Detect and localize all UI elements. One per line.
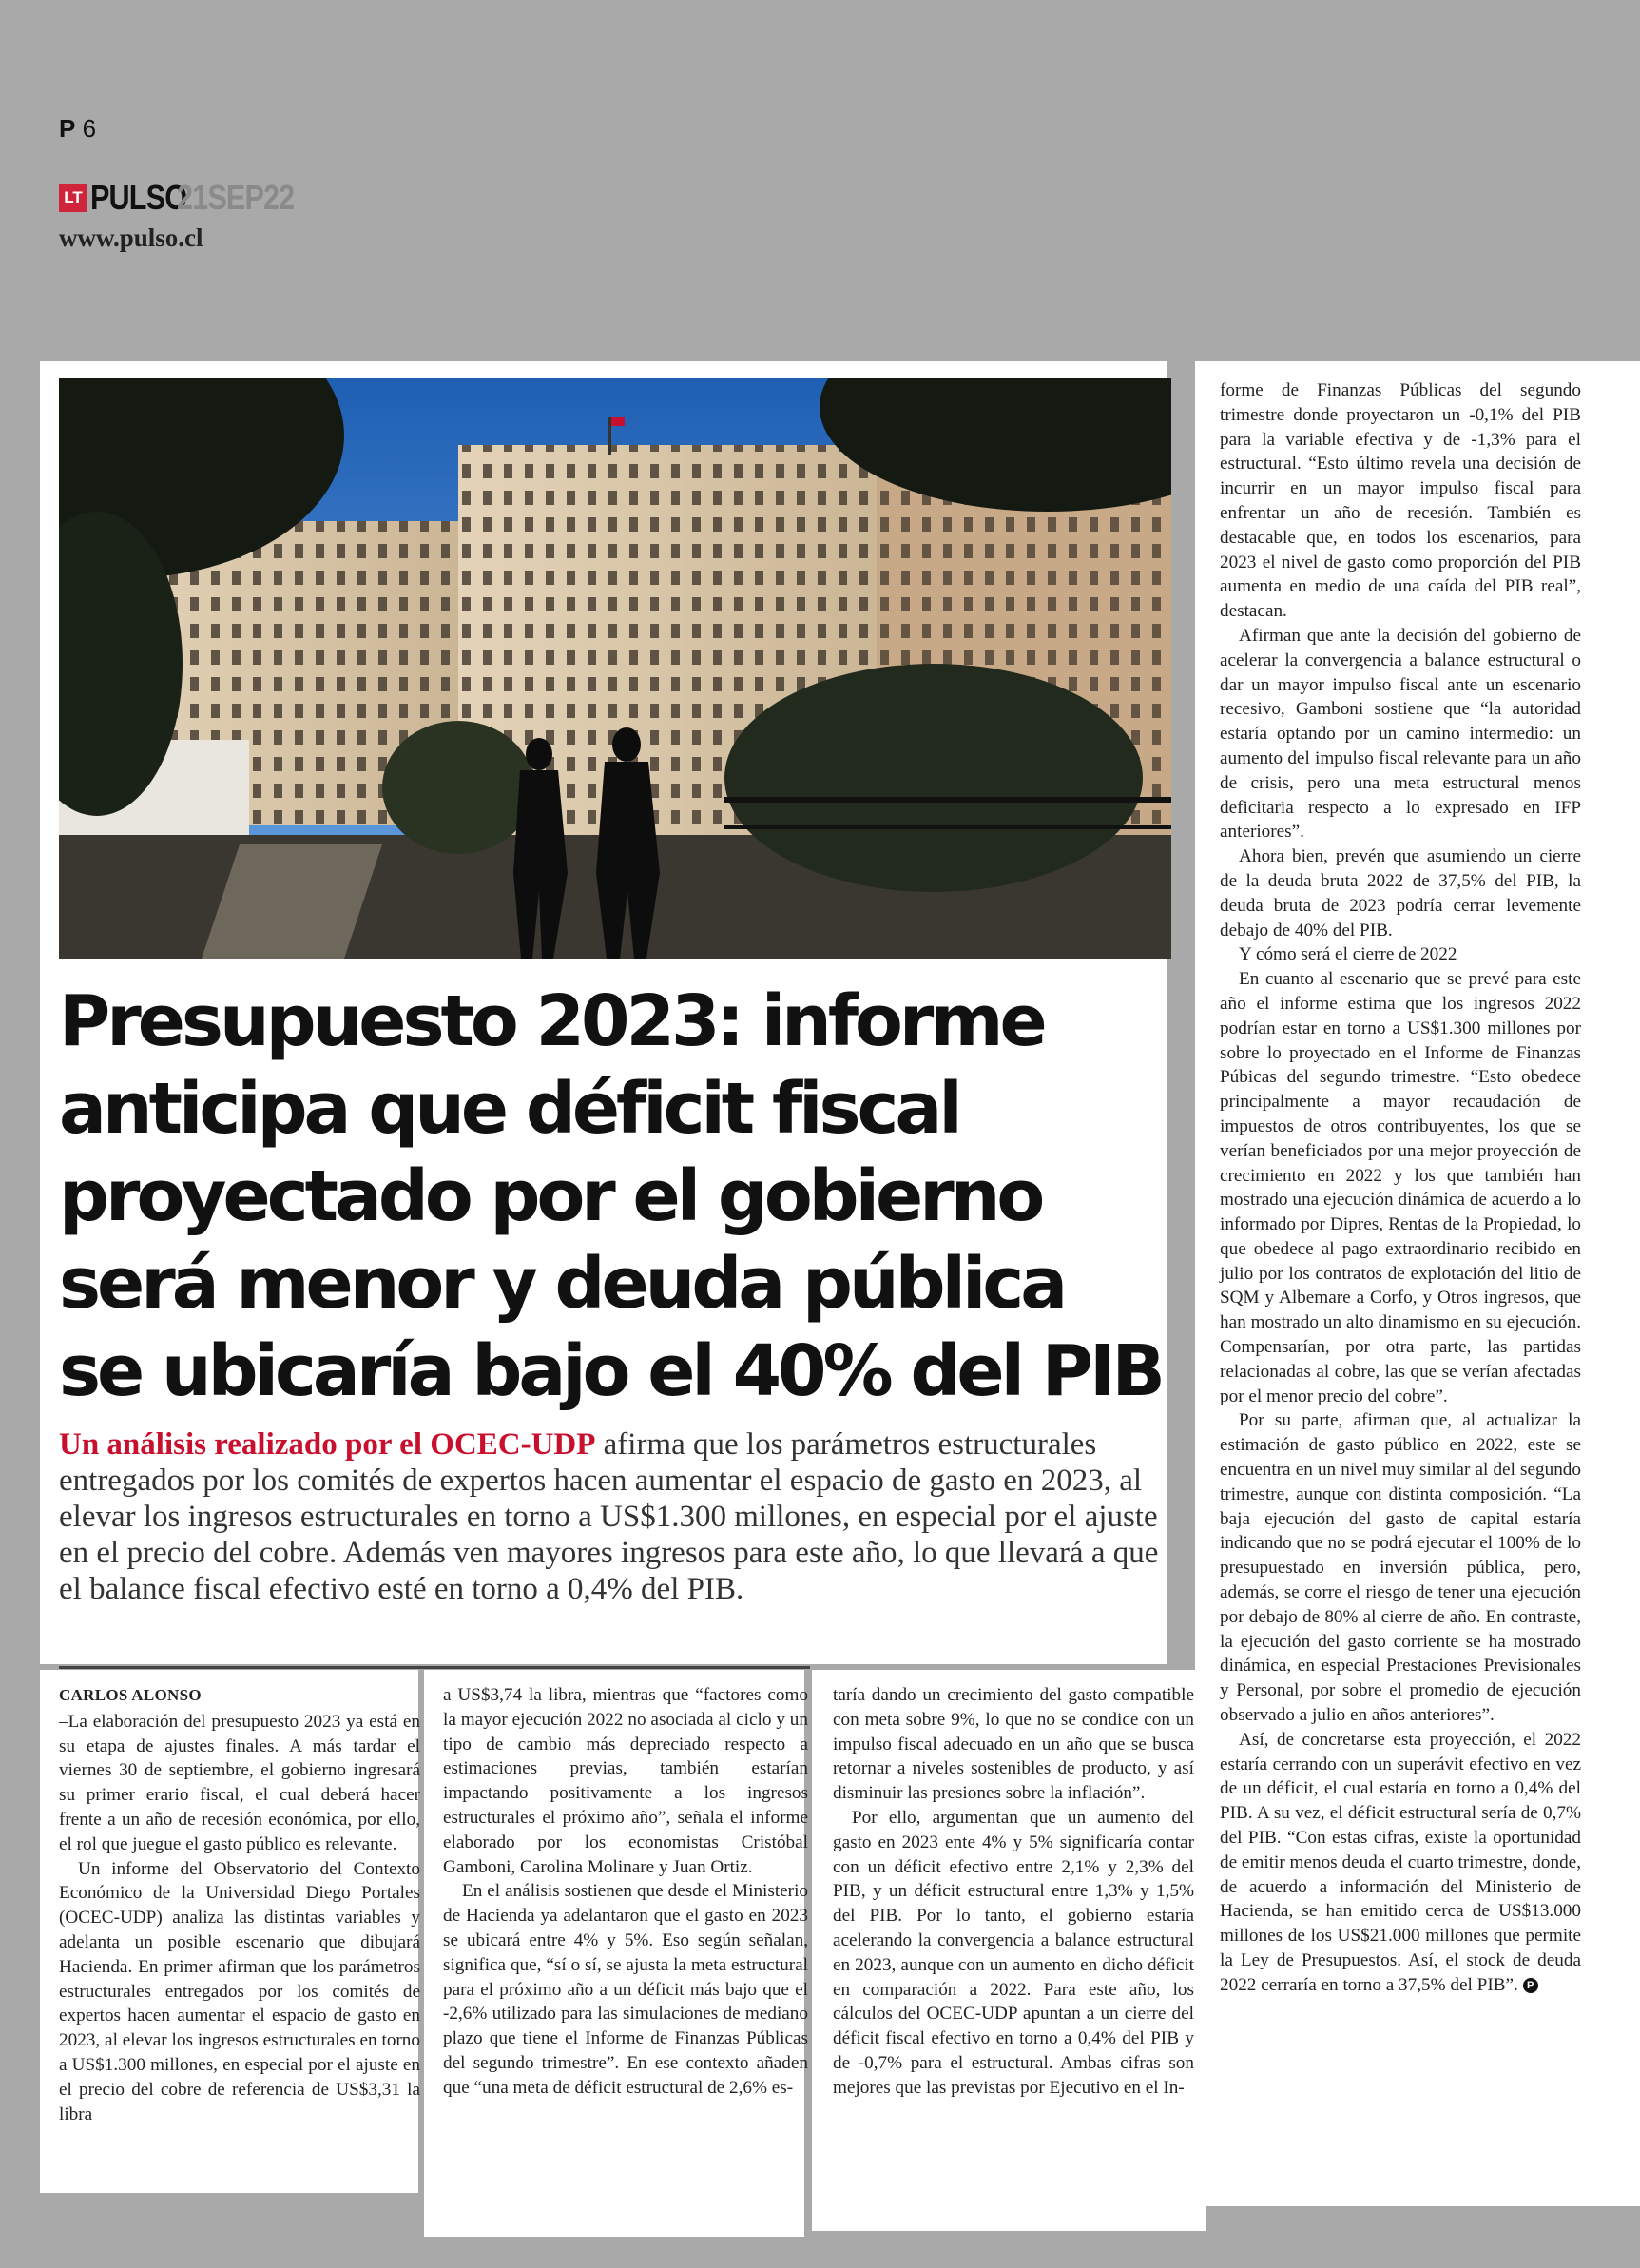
article-column-1: [59, 1683, 420, 2126]
byline: CARLOS ALONSO: [59, 1686, 202, 1704]
article-column-2: [443, 1683, 808, 2101]
article-column-4: [1220, 378, 1581, 1998]
article-deck: [59, 1426, 1162, 1607]
publication-name: PULSO: [90, 178, 187, 217]
page-label: P: [59, 114, 76, 143]
paragraph: [1220, 1728, 1581, 1998]
article-photo: [59, 378, 1171, 959]
article-column-3: [833, 1683, 1194, 2101]
paragraph: En cuanto al escenario que se prevé para este año el informe estima que los ingresos 2022 podrían estar en torno a US$1.300 millones por sobre lo proyectado en el Informe de Finanzas Púbicas del segundo trimestre. “Esto obedece principalmente a mayor recaudación de impuestos de otros contribuyentes, los que se verían beneficiados por una mejor proyección de crecimiento en 2022 y los que también han mostrado una ejecución dinámica de acuerdo a lo informado por Dipres, Rentas de la Propiedad, lo que obedece al pago extraordinario recibido en julio por los contratos de explotación del litio de SQM y Albemare a Corfo, y Otros ingresos, que han mostrado un alto dinamismo en su ejecución. Compensarían, por otra parte, las partidas relacionadas al cobre, las que se verían afectadas por el menor precio del cobre”.: [1220, 969, 1581, 1406]
end-mark-icon: P: [1523, 1978, 1538, 1993]
paragraph: a US$3,74 la libra, mientras que “factores como la mayor ejecución 2022 no asociada al ciclo y un tipo de cambio más depreciado respecto a estimaciones previas, también estarían impactando positivamente a los ingresos estructurales el próximo año”, señala el informe elaborado por los economistas Cristóbal Gamboni, Carolina Molinare y Juan Ortiz.: [443, 1685, 808, 1877]
subheading: Y cómo será el cierre de 2022: [1239, 944, 1457, 965]
deck-lead: Un análisis realizado por el OCEC-UDP: [59, 1427, 596, 1462]
deck-text: afirma que los parámetros estructurales entregados por los comités de expertos hacen aumentar el espacio de gasto en 2023, al elevar los ingresos estructurales en torno a US$1.300 millones, en especial por el ajuste en el precio del cobre. Además ven mayores ingresos para este año, lo que llevará a que el balance fiscal efectivo esté en torno a 0,4% del PIB.: [59, 1427, 1159, 1606]
publication-date: 21SEP22: [177, 178, 295, 217]
page-number-value: 6: [82, 114, 97, 143]
paragraph: –La elaboración del presupuesto 2023 ya está en su etapa de ajustes finales. A más tardar el viernes 30 de septiembre, el gobierno ingresará su primer erario fiscal, el cual deberá hacer frente a un año de recesión económica, por ello, el rol que juegue el gasto público es relevante.: [59, 1711, 420, 1854]
paragraph: Ahora bien, prevén que asumiendo un cierre de la deuda bruta 2022 de 37,5% del PIB, la deuda bruta de 2023 podría cerrar levemente debajo de 40% del PIB.: [1220, 846, 1581, 940]
paragraph: forme de Finanzas Públicas del segundo trimestre donde proyectaron un -0,1% del PIB para la variable efectiva y de -1,3% para el estructural. “Esto último revela una decisión de incurrir en un mayor impulso fiscal para enfrentar un año de recesión. También es destacable que, en todos los escenarios, para 2023 el nivel de gasto como proporción del PIB aumenta en medio de una caída del PIB real”, destacan.: [1220, 380, 1581, 622]
paragraph: Un informe del Observatorio del Contexto Económico de la Universidad Diego Portales (OCEC-UDP) analiza las distintas variables y adelanta un posible escenario que dibujará Hacienda. En primer afirman que los parámetros estructurales entregados por los comités de expertos hacen aumentar el espacio de gasto en 2023, al elevar los ingresos estructurales en torno a US$1.300 millones, en especial por el ajuste en el precio del cobre de referencia de US$3,31 la libra: [59, 1858, 420, 2124]
page-number: [59, 114, 96, 144]
paragraph: En el análisis sostienen que desde el Ministerio de Hacienda ya adelantaron que el gasto en 2023 se ubicará entre 4% y 5%. Eso según señalan, significa que, “sí o sí, se ajusta la meta estructural para el próximo año a un déficit más bajo que el -2,6% utilizado para las simulaciones de mediano plazo que tiene el Informe de Finanzas Públicas del segundo trimestre”. En ese contexto añaden que “una meta de déficit estructural de 2,6% es-: [443, 1881, 808, 2098]
deck-divider: [59, 1666, 810, 1669]
lt-logo: LT: [59, 184, 87, 212]
paragraph: Afirman que ante la decisión del gobierno de acelerar la convergencia a balance estructural o dar un mayor impulso fiscal ante un escenario recesivo, Gamboni sostiene que “la autoridad estaría optando por un camino intermedio: un aumento del impulso fiscal relevante para un año de crisis, pero una meta estructural menos deficitaria respecto a lo expresado en IFP anteriores”.: [1220, 625, 1581, 843]
paragraph: Por su parte, afirman que, al actualizar la estimación de gasto público en 2022, este se encuentra en un nivel muy similar al del segundo trimestre, aunque con distinta composición. “La baja ejecución del gasto de capital estaría indicando que no se podrá ejecutar el 100% de lo presupuestado en inversión pública, pero, además, se corre el riesgo de tener una ejecución por debajo de 80% al cierre de año. En contraste, la ejecución del gasto corriente se ha mostrado dinámica, en especial Prestaciones Previsionales y Personal, por sobre el promedio de ejecución observado a julio en años anteriores”.: [1220, 1410, 1581, 1726]
paragraph-text: Así, de concretarse esta proyección, el 2022 estaría cerrando con un superávit efectivo en vez de un déficit, el cual estaría en torno a 0,4% del PIB. A su vez, el déficit estructural sería de 0,7% del PIB. “Con estas cifras, existe la oportunidad de emitir menos deuda el cuarto trimestre, donde, de acuerdo a información del Ministerio de Hacienda, se han emitido cerca de US$13.000 millones de los US$21.000 millones que permite la Ley de Presupuestos. Así, el stock de deuda 2022 cerraría en torno a 37,5% del PIB”.: [1220, 1729, 1581, 1995]
article-headline: Presupuesto 2023: informe anticipa que déficit fiscal proyectado por el gobierno será menor y deuda pública se ubicaría bajo el 40% del PIB: [59, 980, 1162, 1412]
plaza-buildings-image: [59, 378, 1171, 959]
paragraph: Por ello, argumentan que un aumento del gasto en 2023 ente 4% y 5% significaría contar con un déficit efectivo entre 2,1% y 2,3% del PIB, y un déficit estructural entre 1,3% y 1,5% del PIB. Por lo tanto, el gobierno estaría acelerando la convergencia a balance estructural en 2023, aunque con un aumento en dicho déficit en comparación a 2022. Para este año, los cálculos del OCEC-UDP apuntan a un cierre del déficit fiscal efectivo en torno a 0,4% del PIB y de -0,7% para el estructural. Ambas cifras son mejores que las previstas por Ejecutivo en el In-: [833, 1807, 1194, 2098]
masthead: [59, 178, 315, 217]
website-url: www.pulso.cl: [59, 223, 203, 252]
paragraph: taría dando un crecimiento del gasto compatible con meta sobre 9%, lo que no se condice con un impulso fiscal adecuado en un año que se busca retornar a niveles sostenibles de producto, y así disminuir las presiones sobre la inflación”.: [833, 1685, 1194, 1804]
